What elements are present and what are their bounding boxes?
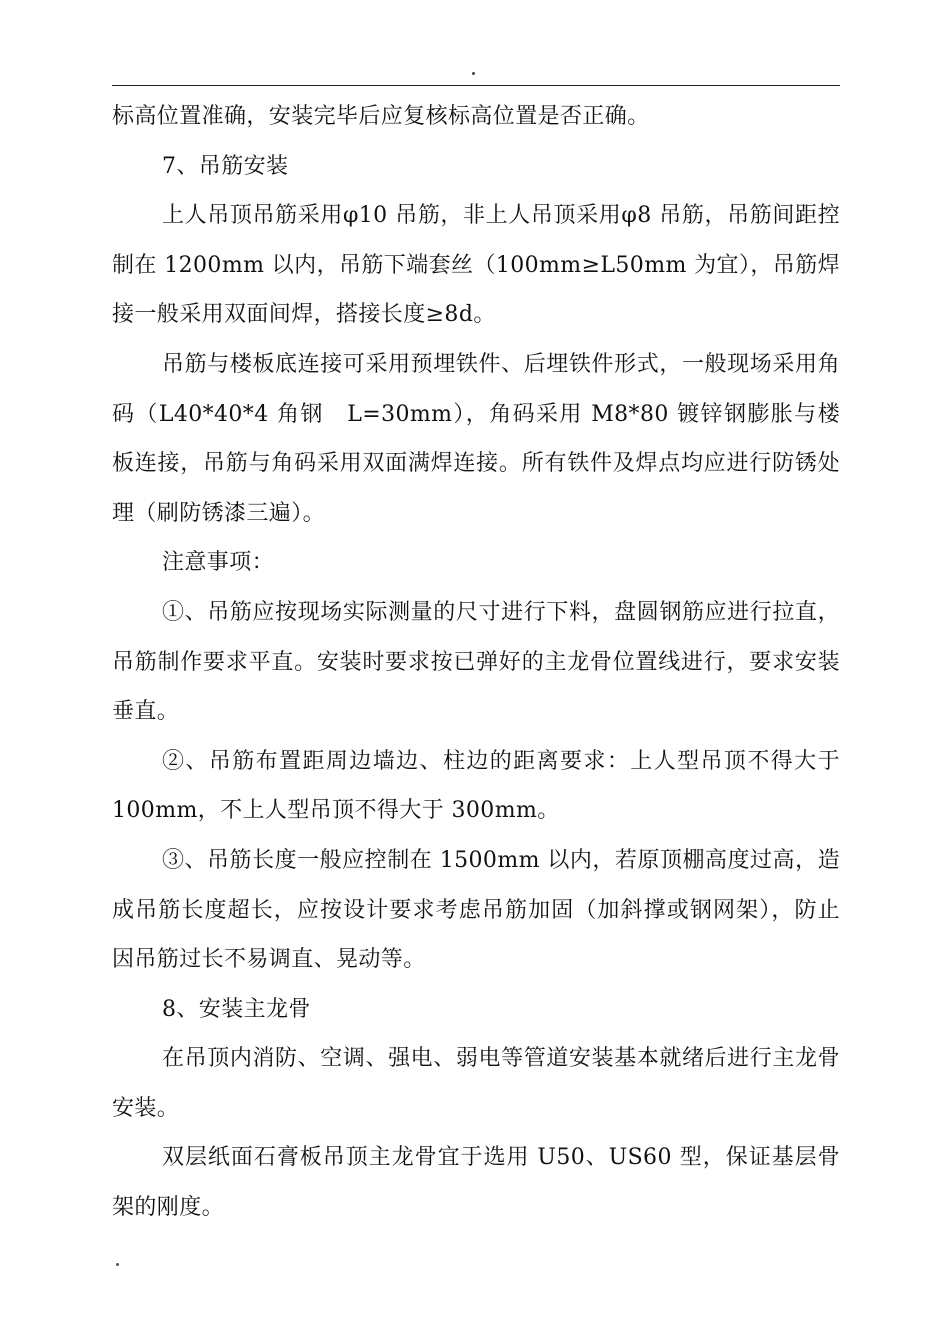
paragraph-main-keel-type: 双层纸面石膏板吊顶主龙骨宜于选用 U50、US60 型，保证基层骨架的刚度。 <box>112 1145 840 1221</box>
section-heading-7: 7、吊筋安装 <box>162 153 289 179</box>
footer-mark <box>116 1263 119 1266</box>
paragraph-main-keel-timing: 在吊顶内消防、空调、强电、弱电等管道安装基本就绪后进行主龙骨安装。 <box>112 1046 840 1121</box>
header-rule <box>112 85 840 86</box>
note-item-1: ①、吊筋应按现场实际测量的尺寸进行下料，盘圆钢筋应进行拉直，吊筋制作要求平直。安装时要求按已弹好的主龙骨位置线进行，要求安装垂直。 <box>112 599 840 725</box>
header-mark <box>472 72 475 75</box>
note-item-2: ②、吊筋布置距周边墙边、柱边的距离要求：上人型吊顶不得大于 100mm，不上人型吊顶不得大于 300mm。 <box>112 748 840 824</box>
notes-heading: 注意事项： <box>162 550 275 576</box>
document-body <box>112 92 840 1233</box>
note-item-3: ③、吊筋长度一般应控制在 1500mm 以内，若原顶棚高度过高，造成吊筋长度超长，应按设计要求考虑吊筋加固（加斜撑或钢网架），防止因吊筋过长不易调直、晃动等。 <box>112 847 840 973</box>
paragraph-hanger-connection: 吊筋与楼板底连接可采用预埋铁件、后埋铁件形式，一般现场采用角码（L40*40*4 角钢 L=30mm），角码采用 M8*80 镀锌钢膨胀与楼板连接，吊筋与角码采用双面满焊连接。所有铁件及焊点均应进行防锈处理（刷防锈漆三遍）。 <box>112 351 840 526</box>
section-heading-8: 8、安装主龙骨 <box>162 996 311 1022</box>
paragraph-hanger-spec: 上人吊顶吊筋采用φ10 吊筋，非上人吊顶采用φ8 吊筋，吊筋间距控制在 1200mm 以内，吊筋下端套丝（100mm≥L50mm 为宜），吊筋焊接一般采用双面间焊，搭接长度≥8d。 <box>112 203 840 328</box>
paragraph-continuation: 标高位置准确，安装完毕后应复核标高位置是否正确。 <box>112 104 650 129</box>
